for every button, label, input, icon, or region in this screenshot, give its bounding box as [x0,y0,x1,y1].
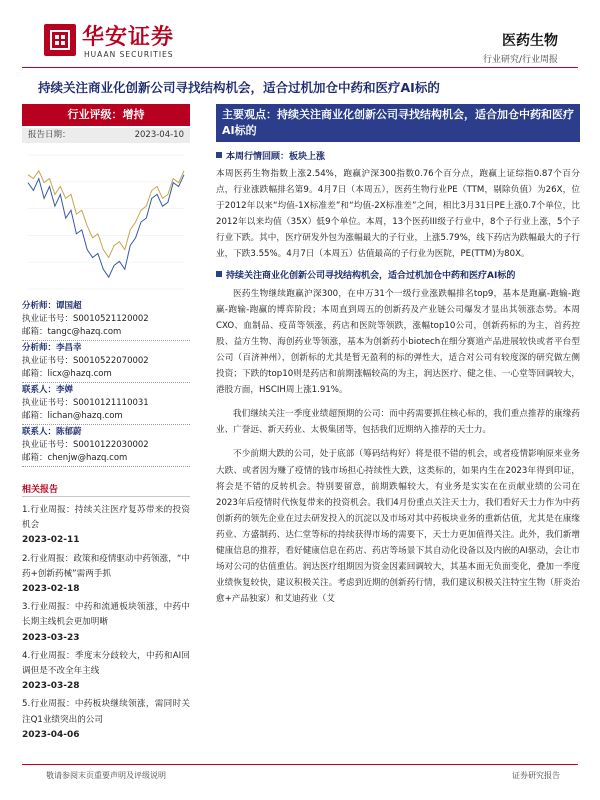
analyst-name: 分析师：李昌幸 [22,343,82,353]
related-report-date: 2023-02-18 [22,584,80,595]
footer-report-label: 证券研究报告 [512,771,560,780]
series-line-pharma [28,175,184,278]
analyst-email[interactable]: 邮箱：lichan@hazq.com [22,411,123,421]
report-header [0,0,600,72]
paragraph-market-summary: 医药生物继续跑赢沪深300，在申万31个一级行业涨跌幅排名top9，基本是跑赢-跑输-跑赢-跑输-跑赢的博弈阶段；本周直到周五的创新药及产业链公司爆发才显出其领涨态势。本周CXO、血制品、疫苗等领涨，药店和医院等领跌，涨幅top10公司，创新药标的为主，首药控股、益方生物、海创药业等领涨，基本为创新药小biotech在细分赛道产品进展较快或者平台型公司（百济神州），创新标的尤其是暂无盈利的标的弹性大，适合对公司有较度深的研究做左侧投资；下跌的top10则是药店和前期涨幅较高的为主，润达医疗、健之佳、一心堂等回调较大，港股方面，HSCIH周上涨1.91%。 [216,288,580,396]
analyst-name: 联系人：陈郁蔚 [22,427,82,437]
analyst-email[interactable]: 邮箱：tangc@hazq.com [22,327,122,337]
company-name-en: HUAAN SECURITIES [84,50,174,59]
related-report-text: 2.行业周报：政策和疫情驱动中药领涨，“中药+创新药械”需两手抓 [22,553,190,579]
analyst-block [22,383,190,425]
analyst-block [22,341,190,383]
related-report-text: 5.行业周报：中药板块继续领涨，需同时关注Q1业绩突出的公司 [22,699,190,725]
analyst-block [22,425,190,467]
paragraph-q1-focus: 我们继续关注一季度业绩超预期的公司：而中药需要抓住核心标的，我们重点推荐的康缘药业、广誉远、新天药业、太极集团等，包括我们近期纳入推荐的天士力。 [216,409,580,436]
bullet-square-icon [216,271,222,277]
footer-divider [22,764,578,765]
analyst-email[interactable]: 邮箱：licx@hazq.com [22,369,112,379]
related-report-item[interactable] [22,649,190,695]
report-date-label: 报告日期： [28,130,71,140]
bullet-square-icon [216,152,222,158]
chart-svg [22,147,190,297]
report-title: 持续关注商业化创新公司寻找结构机会，适合过机加仓中药和医疗AI标的 [38,80,440,95]
related-report-item[interactable] [22,503,190,549]
related-report-text: 4.行业周报：季度末分歧较大，中药和AI回调但是不改全年主线 [22,650,190,677]
report-date-value: 2023-04-10 [134,130,184,140]
related-report-date: 2023-03-28 [22,681,80,692]
related-reports-list [22,503,190,743]
related-report-date: 2023-04-06 [22,729,80,740]
analyst-cert: 执业证书号：S0010121110031 [22,398,149,408]
analyst-cert: 执业证书号：S0010522070002 [22,356,149,366]
section-weekly-review-title: 本周行情回顾：板块上涨 [216,150,580,164]
related-report-item[interactable] [22,552,190,598]
section-structure-opportunity-title: 持续关注商业化创新公司寻找结构机会，适合过机加仓中药和医疗AI标的 [216,269,580,284]
related-report-date: 2023-03-23 [22,632,80,643]
company-name: 华安证券 [82,24,175,50]
related-report-text: 3.行业周报：中药和流通板块领涨，中药中长期主线机会更加明晰 [22,602,190,628]
footer-disclaimer: 敬请参阅末页重要声明及评级说明 [46,771,166,780]
series-line-hs300 [28,171,184,258]
sector-label: 医药生物 [502,33,558,49]
related-report-item[interactable] [22,697,190,743]
report-date [22,128,190,143]
analyst-cert: 执业证书号：S0010521120002 [22,314,149,324]
related-reports-title: 相关报告 [22,483,190,497]
analyst-divider [22,466,190,467]
analyst-email[interactable]: 邮箱：chenjw@hazq.com [22,453,128,463]
analyst-list [22,299,190,467]
related-report-text: 1.行业周报：持续关注医疗复苏带来的投资机会 [22,505,190,531]
main-content [216,104,580,607]
analyst-name: 联系人：李婵 [22,385,74,395]
paragraph-reversal-opportunity: 不少前期大跌的公司，处于底部（筹码结构好）将是很不错的机会，或者疫情影响原来业务大跌、或者因为赚了疫情的钱市场担心持续性大跌，这类标的，如果内生在2023年得到印证，将会是不错的反转机会。特别要留意，前期跌幅较大，有业务是实实在在贡献业绩的公司在2023年后疫情时代恢复带来的投资机会。我们4月份重点关注天士力，我们看好天士力作为中药创新药的领先企业在过去研发投入的沉淀以及市场对其中药板块业务的重新估值，尤其是在康缘药业、方盛制药、达仁堂等标的持续获得市场的需要下，天士力更加值得关注。此外，我们新增健康信息的推荐，看好健康信息在药店、药店等场景下其自动化设备以及内嵌的AI驱动，会让市场对公司的估值重估。润达医疗组期因为资金因素回调较大，其基本面无负面变化，叠加一季度业绩恢复较快，建议积极关注。考虑到近期的创新药行情，我们建议积极关注特宝生物（肝炎治愈+产品独家）和艾迪药业（艾 [216,449,580,605]
industry-rating: 行业评级：增持 [22,104,190,126]
report-type-label: 行业研究/行业周报 [482,55,558,65]
analyst-cert: 执业证书号：S0010122030002 [22,440,149,450]
section-weekly-review-text: 本周医药生物指数上涨2.54%，跑赢沪深300指数0.76个百分点，跑赢上证综指0.87个百分点，行业涨跌幅排名第9。4月7日（本周五），医药生物行业PE（TTM，剔除负值）为26X，位于2012年以来“均值-1X标准差”和“均值-2X标准差”之间，相比3月31日PE上涨0.7个单位，比2012年以来均值（35X）低9个单位。本周，13个医药III级子行业中，8个子行业上涨，5个子行业下跌。其中，医疗研发外包为涨幅最大的子行业，上涨5.79%，线下药店为跌幅最大的子行业，下跌3.55%。4月7日（本周五）估值最高的子行业为医院，PE(TTM)为80X。 [216,169,580,260]
related-report-item[interactable] [22,600,190,646]
analyst-name: 分析师：谭国超 [22,301,82,311]
related-report-date: 2023-02-11 [22,535,80,546]
key-view-banner: 主要观点：持续关注商业化创新公司寻找结构机会，适合加仓中药和医疗AI标的 [216,104,580,142]
left-sidebar [22,104,190,746]
analyst-block [22,299,190,341]
huaan-logo-icon [44,24,76,56]
index-performance-chart [22,147,190,297]
header-divider [22,67,578,68]
